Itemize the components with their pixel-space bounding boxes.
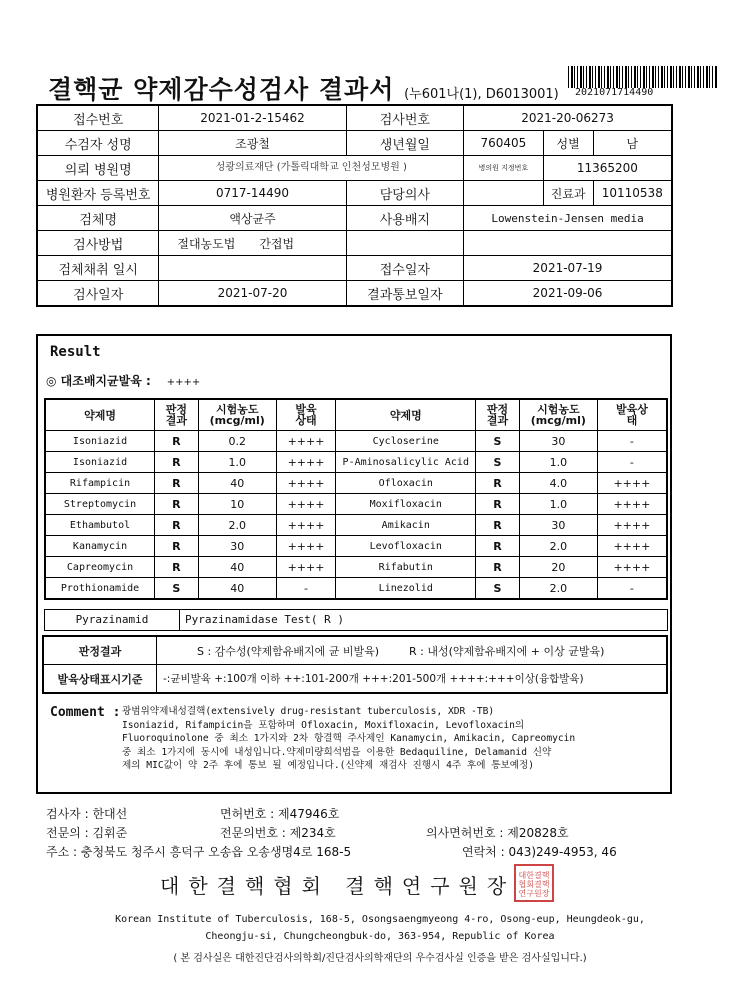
judge-header: 판정결과 [476,399,520,431]
test-concentration: 2.0 [198,515,276,536]
judgement: R [476,557,520,578]
method [159,231,346,256]
doctor [464,181,544,206]
table-row [45,473,667,494]
hospital-code: 11365200 [543,156,672,181]
method-label: 검사방법 [37,231,159,256]
growth-status: ++++ [597,494,667,515]
exam-no-label: 검사번호 [346,105,463,131]
blank-cell [464,231,672,256]
test-concentration: 0.2 [198,431,276,452]
table-row [45,515,667,536]
judgement: R [155,557,199,578]
test-concentration: 10 [198,494,276,515]
growth-status: ++++ [276,515,336,536]
test-concentration: 20 [519,557,597,578]
result-title: Result [50,344,101,360]
report-date-label: 결과통보일자 [346,281,463,307]
pyrazinamide-row [44,609,668,631]
growth-status: - [597,431,667,452]
judge-header: 판정결과 [155,399,199,431]
patient-id-label: 병원환자 등록번호 [37,181,159,206]
drug-name: Isoniazid [45,431,155,452]
drug-name: Capreomycin [45,557,155,578]
birthdate: 760405 [464,131,544,156]
hospital-label: 의뢰 병원명 [37,156,159,181]
comment-label: Comment : [50,705,121,720]
legend-growth: -:균비발육 +:100개 이하 ++:101-200개 +++:201-500개 ++++:+++이상(융합발육) [157,665,668,694]
pyrazinamide-label: Pyrazinamid [45,610,180,630]
drug-name: Cycloserine [336,431,476,452]
judgement: R [155,494,199,515]
doctor-license-no: 의사면허번호 : 제20828호 [426,826,569,840]
medium-label: 사용배지 [346,206,463,231]
received-date: 2021-07-19 [464,256,672,281]
specialist-no: 전문의번호 : 제234호 [220,826,336,840]
growth-status: ++++ [276,431,336,452]
method-1: 절대농도법 [177,236,236,251]
test-concentration: 40 [198,578,276,600]
drug-name: Ofloxacin [336,473,476,494]
sex-label: 성별 [543,131,593,156]
test-concentration: 4.0 [519,473,597,494]
judgement: S [476,431,520,452]
table-row [45,557,667,578]
doctor-label: 담당의사 [346,181,463,206]
report-date: 2021-09-06 [464,281,672,307]
received-label: 접수일자 [346,256,463,281]
growth-status: ++++ [276,452,336,473]
test-concentration: 2.0 [519,536,597,557]
judgement: R [476,515,520,536]
drug-name: Isoniazid [45,452,155,473]
barcode-number: 2021071714490 [575,87,654,98]
pyrazinamide-result: Pyrazinamidase Test( R ) [185,613,344,626]
exam-no: 2021-20-06273 [464,105,672,131]
drug-name: Kanamycin [45,536,155,557]
growth-status: - [597,452,667,473]
patient-name: 조광철 [159,131,346,156]
growth-status: ++++ [276,536,336,557]
patient-id: 0717-14490 [159,181,346,206]
birthdate-label: 생년월일 [346,131,463,156]
susceptibility-table [44,398,668,600]
department: 10110538 [593,181,672,206]
legend-s: S : 감수성(약제함유배지에 균 비발육) [197,644,380,658]
legend-growth-label: 발육상태표시기준 [43,665,157,694]
conc-header: 시험농도(mcg/ml) [198,399,276,431]
legend-table [42,635,668,694]
growth-header: 발육상태 [597,399,667,431]
department-label: 진료과 [543,181,593,206]
specialist: 전문의 : 김휘준 [46,826,128,840]
growth-status: ++++ [597,536,667,557]
conc-header: 시험농도(mcg/ml) [519,399,597,431]
drug-name: Levofloxacin [336,536,476,557]
patient-info-table [36,104,673,307]
growth-status: ++++ [276,473,336,494]
hospital-name: 성광의료재단 (가톨릭대학교 인천성모병원 ) [159,156,464,181]
test-concentration: 30 [519,515,597,536]
form-code: (누601나(1), D6013001) [404,87,559,102]
test-date: 2021-07-20 [159,281,346,307]
test-concentration: 40 [198,557,276,578]
method-2: 간접법 [259,236,295,251]
growth-status: - [276,578,336,600]
license-no: 면허번호 : 제47946호 [220,807,340,821]
table-row [45,431,667,452]
collection-date [159,256,346,281]
judgement: R [476,536,520,557]
specimen-label: 검체명 [37,206,159,231]
growth-status: ++++ [597,473,667,494]
test-concentration: 1.0 [198,452,276,473]
judgement: S [476,578,520,600]
legend-judge-label: 판정결과 [43,636,157,665]
drug-name: Ethambutol [45,515,155,536]
judgement: R [155,452,199,473]
drug-name: Moxifloxacin [336,494,476,515]
judgement: S [476,452,520,473]
drug-name: Rifabutin [336,557,476,578]
growth-status: ++++ [276,494,336,515]
association-name: 대한결핵협회 결핵연구원장 [160,874,516,898]
receipt-no-label: 접수번호 [37,105,159,131]
test-concentration: 1.0 [519,452,597,473]
table-row [45,536,667,557]
control-growth-label: ◎ 대조배지균발육 : [46,374,151,388]
document-title: 결핵균 약제감수성검사 결과서 (누601나(1), D6013001) [48,75,559,104]
growth-status: ++++ [597,557,667,578]
judgement: R [155,473,199,494]
barcode [568,66,718,88]
hospital-code-label: 병의원 지정번호 [464,156,544,181]
control-growth [46,372,200,389]
official-seal: 대한결핵협회결핵연구원장 [514,864,554,902]
growth-status: - [597,578,667,600]
patient-name-label: 수검자 성명 [37,131,159,156]
legend-judge [157,636,668,665]
growth-status: ++++ [276,557,336,578]
drug-name: Amikacin [336,515,476,536]
table-row [45,578,667,600]
test-concentration: 2.0 [519,578,597,600]
judgement: R [476,494,520,515]
control-growth-value: ++++ [166,377,201,388]
tester: 검사자 : 한대선 [46,807,128,821]
test-concentration: 1.0 [519,494,597,515]
comment-text: 광범위약제내성결핵(extensively drug-resistant tuberculosis, XDR -TB) Isoniazid, Rifampicin을 포함하며 Ofloxacin, Moxifloxacin, Levofloxacin의 Fluoroquinolone 중 최소 1가지와 2차 항결핵 주사제인 Kanamycin, Amikacin, Capreomycin 중 최소 1가지에 동시에 내성입니다.약제미량희석법을 이용한 Bedaquiline, Delamanid 신약 제의 MIC값이 약 2주 후에 통보 될 예정입니다.(신약제 재검사 진행시 4주 후에 통보예정) [122,706,576,771]
contact: 연락처 : 043)249-4953, 46 [462,845,617,859]
drug-name: P-Aminosalicylic Acid [336,452,476,473]
drug-header: 약제명 [336,399,476,431]
legend-r: R : 내성(약제함유배지에 + 이상 균발육) [409,644,605,658]
test-concentration: 30 [198,536,276,557]
growth-status: ++++ [597,515,667,536]
blank-cell [346,231,463,256]
receipt-no: 2021-01-2-15462 [159,105,346,131]
table-row [45,452,667,473]
judgement: R [476,473,520,494]
english-address-2: Cheongju-si, Chungcheongbuk-do, 363-954, Republic of Korea [205,931,555,942]
test-concentration: 30 [519,431,597,452]
growth-header: 발육상태 [276,399,336,431]
judgement: R [155,431,199,452]
sex: 남 [593,131,672,156]
drug-name: Linezolid [336,578,476,600]
specimen: 액상균주 [159,206,346,231]
judgement: S [155,578,199,600]
table-row [45,494,667,515]
address: 주소 : 충청북도 청주시 흥덕구 오송읍 오송생명4로 168-5 [46,845,352,859]
certification-note: ( 본 검사실은 대한진단검사의학회/진단검사의학재단의 우수검사실 인증을 받은 검사실입니다.) [173,953,587,964]
drug-name: Rifampicin [45,473,155,494]
drug-name: Prothionamide [45,578,155,600]
drug-name: Streptomycin [45,494,155,515]
english-address-1: Korean Institute of Tuberculosis, 168-5, Osongsaengmyeong 4-ro, Osong-eup, Heungdeok-gu, [115,914,645,925]
judgement: R [155,536,199,557]
judgement: R [155,515,199,536]
collection-label: 검체채취 일시 [37,256,159,281]
test-date-label: 검사일자 [37,281,159,307]
test-concentration: 40 [198,473,276,494]
medium: Lowenstein-Jensen media [464,206,672,231]
drug-header: 약제명 [45,399,155,431]
